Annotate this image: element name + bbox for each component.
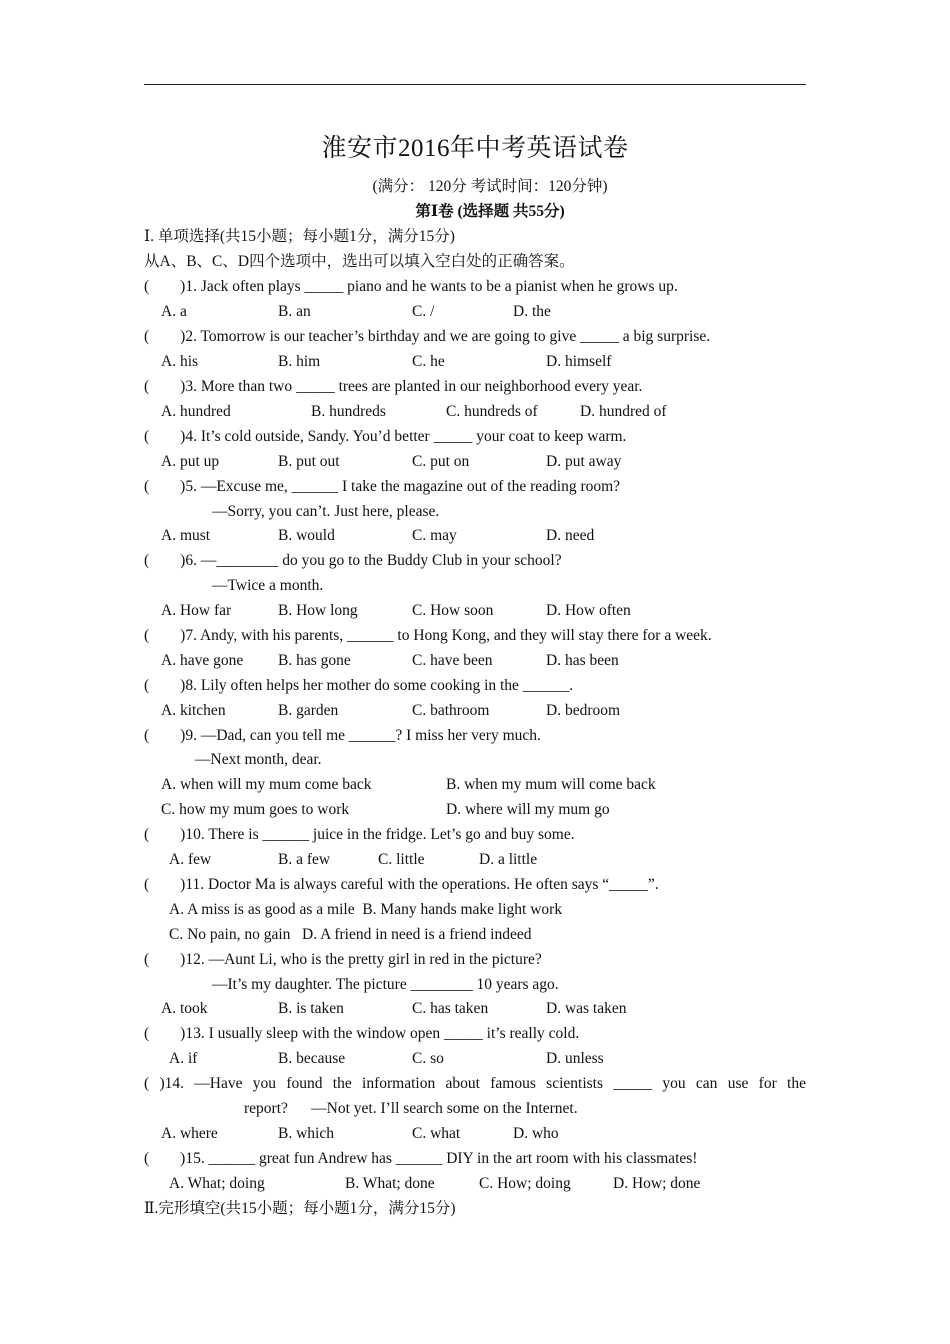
question-1-option-c: C. / xyxy=(412,303,435,320)
question-7-option-b: B. has gone xyxy=(278,652,351,669)
question-4-option-d: D. put away xyxy=(546,453,622,470)
question-14-reply: report? —Not yet. I’ll search some on the Internet. xyxy=(244,1100,578,1117)
question-9-reply: —Next month, dear. xyxy=(195,751,322,768)
question-12-option-c: C. has taken xyxy=(412,1000,489,1017)
volume-heading: 第Ⅰ卷 (选择题 共55分) xyxy=(415,203,565,220)
question-3-stem: ( )3. More than two _____ trees are planted in our neighborhood every year. xyxy=(144,378,643,395)
question-9-option-d: D. where will my mum go xyxy=(446,801,610,818)
question-8-option-a: A. kitchen xyxy=(161,702,226,719)
question-1-option-a: A. a xyxy=(161,303,187,320)
question-2-option-a: A. his xyxy=(161,353,199,370)
question-1-stem: ( )1. Jack often plays _____ piano and he wants to be a pianist when he grows up. xyxy=(144,278,678,295)
question-15-option-d: D. How; done xyxy=(613,1175,701,1192)
question-11-options-ab: A. A miss is as good as a mile B. Many hands make light work xyxy=(169,901,563,918)
question-2-option-d: D. himself xyxy=(546,353,612,370)
question-14-option-d: D. who xyxy=(513,1125,559,1142)
question-15-option-b: B. What; done xyxy=(345,1175,435,1192)
question-8-stem: ( )8. Lily often helps her mother do some cooking in the ______. xyxy=(144,677,574,694)
question-15-option-a: A. What; doing xyxy=(169,1175,265,1192)
question-9-stem: ( )9. —Dad, can you tell me ______? I miss her very much. xyxy=(144,727,541,744)
question-2-option-c: C. he xyxy=(412,353,445,370)
question-11-options-cd: C. No pain, no gain D. A friend in need is a friend indeed xyxy=(169,926,532,943)
question-4-stem: ( )4. It’s cold outside, Sandy. You’d better _____ your coat to keep warm. xyxy=(144,428,627,445)
question-14-option-b: B. which xyxy=(278,1125,334,1142)
question-8-option-d: D. bedroom xyxy=(546,702,621,719)
question-9-option-b: B. when my mum will come back xyxy=(446,776,656,793)
question-8-option-c: C. bathroom xyxy=(412,702,490,719)
question-10-option-a: A. few xyxy=(169,851,212,868)
question-12-reply: —It’s my daughter. The picture ________ 10 years ago. xyxy=(212,976,559,993)
question-1-option-b: B. an xyxy=(278,303,311,320)
page-title: 淮安市2016年中考英语试卷 xyxy=(321,135,629,162)
question-15-option-c: C. How; doing xyxy=(479,1175,571,1192)
section1-instruction: 从A、B、C、D四个选项中，选出可以填入空白处的正确答案。 xyxy=(144,253,575,270)
question-4-option-a: A. put up xyxy=(161,453,220,470)
question-9-option-c: C. how my mum goes to work xyxy=(161,801,350,818)
question-13-option-c: C. so xyxy=(412,1050,444,1067)
question-13-option-a: A. if xyxy=(169,1050,198,1067)
section1-heading: Ⅰ. 单项选择(共15小题；每小题1分，满分15分) xyxy=(144,228,455,245)
question-6-stem: ( )6. —________ do you go to the Buddy Club in your school? xyxy=(144,552,562,569)
question-10-option-c: C. little xyxy=(378,851,425,868)
question-13-option-d: D. unless xyxy=(546,1050,604,1067)
question-4-option-b: B. put out xyxy=(278,453,340,470)
question-4-option-c: C. put on xyxy=(412,453,470,470)
question-12-stem: ( )12. —Aunt Li, who is the pretty girl in red in the picture? xyxy=(144,951,542,968)
question-13-stem: ( )13. I usually sleep with the window open _____ it’s really cold. xyxy=(144,1025,580,1042)
question-15-stem: ( )15. ______ great fun Andrew has ______ DIY in the art room with his classmates! xyxy=(144,1150,698,1167)
section2-heading: Ⅱ.完形填空(共15小题；每小题1分，满分15分) xyxy=(144,1200,456,1217)
exam-info: (满分： 120分 考试时间：120分钟) xyxy=(372,178,608,195)
question-6-option-b: B. How long xyxy=(278,602,358,619)
header-rule xyxy=(144,84,806,85)
question-7-option-c: C. have been xyxy=(412,652,493,669)
question-9-option-a: A. when will my mum come back xyxy=(161,776,372,793)
question-3-option-b: B. hundreds xyxy=(311,403,386,420)
question-11-stem: ( )11. Doctor Ma is always careful with the operations. He often says “_____”. xyxy=(144,876,659,893)
question-5-reply: —Sorry, you can’t. Just here, please. xyxy=(212,503,440,520)
question-12-option-b: B. is taken xyxy=(278,1000,344,1017)
question-2-option-b: B. him xyxy=(278,353,321,370)
question-6-option-a: A. How far xyxy=(161,602,232,619)
question-7-option-a: A. have gone xyxy=(161,652,244,669)
question-8-option-b: B. garden xyxy=(278,702,339,719)
question-12-option-a: A. took xyxy=(161,1000,208,1017)
question-10-option-b: B. a few xyxy=(278,851,331,868)
question-5-stem: ( )5. —Excuse me, ______ I take the magazine out of the reading room? xyxy=(144,478,621,495)
question-3-option-a: A. hundred xyxy=(161,403,231,420)
question-10-option-d: D. a little xyxy=(479,851,538,868)
question-2-stem: ( )2. Tomorrow is our teacher’s birthday and we are going to give _____ a big surprise. xyxy=(144,328,711,345)
question-3-option-d: D. hundred of xyxy=(580,403,667,420)
question-5-option-d: D. need xyxy=(546,527,595,544)
question-10-stem: ( )10. There is ______ juice in the fridge. Let’s go and buy some. xyxy=(144,826,575,843)
question-1-option-d: D. the xyxy=(513,303,551,320)
question-6-option-d: D. How often xyxy=(546,602,631,619)
question-14-stem: ( )14. —Have you found the information about famous scientists _____ you can use for the xyxy=(144,1075,806,1092)
question-13-option-b: B. because xyxy=(278,1050,346,1067)
question-5-option-a: A. must xyxy=(161,527,211,544)
question-6-reply: —Twice a month. xyxy=(212,577,324,594)
question-3-option-c: C. hundreds of xyxy=(446,403,538,420)
question-7-option-d: D. has been xyxy=(546,652,619,669)
question-5-option-b: B. would xyxy=(278,527,335,544)
question-12-option-d: D. was taken xyxy=(546,1000,627,1017)
question-14-option-a: A. where xyxy=(161,1125,218,1142)
question-5-option-c: C. may xyxy=(412,527,457,544)
question-14-option-c: C. what xyxy=(412,1125,461,1142)
question-7-stem: ( )7. Andy, with his parents, ______ to Hong Kong, and they will stay there for a week. xyxy=(144,627,712,644)
question-6-option-c: C. How soon xyxy=(412,602,494,619)
